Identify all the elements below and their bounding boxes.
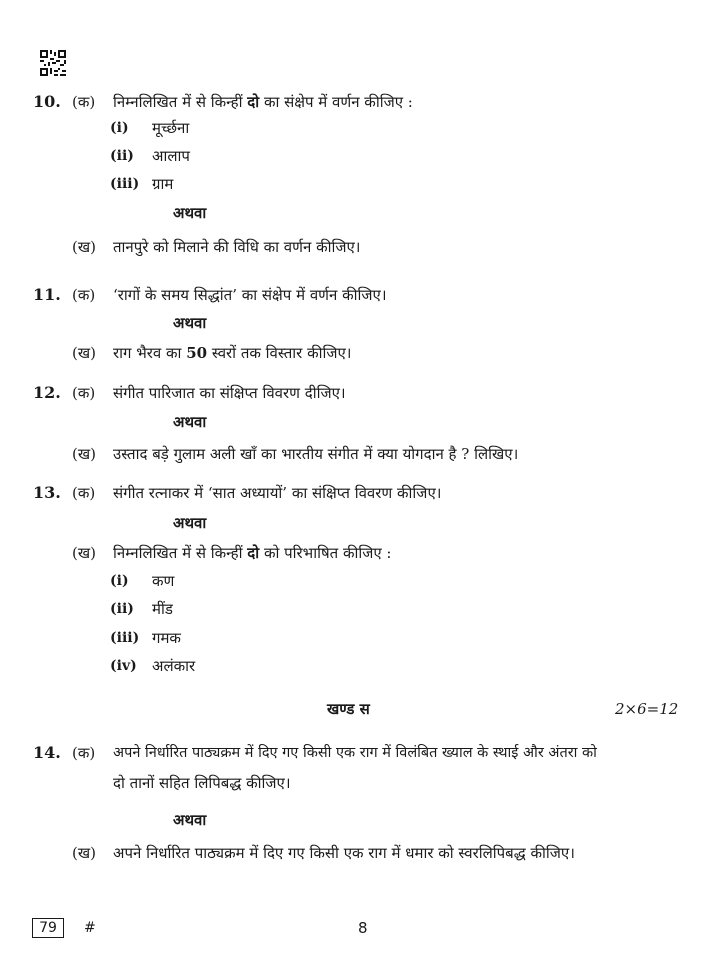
item-text: मींड xyxy=(152,600,173,618)
number-text: 50 xyxy=(186,344,208,362)
part-label: (क) xyxy=(72,93,96,111)
question-text xyxy=(113,543,392,563)
item-text: ग्राम xyxy=(152,175,174,193)
item-text: अलंकार xyxy=(152,657,196,675)
text-segment: को परिभाषित कीजिए : xyxy=(263,544,392,562)
part-label: (ख) xyxy=(72,844,96,862)
part-label: (ख) xyxy=(72,544,96,562)
qr-code-icon xyxy=(40,50,66,76)
part-label: (क) xyxy=(72,744,96,762)
part-label: (क) xyxy=(72,286,96,304)
item-label: (i) xyxy=(110,573,129,589)
page-number: 8 xyxy=(358,919,368,937)
question-text: संगीत पारिजात का संक्षिप्त विवरण दीजिए। xyxy=(113,384,346,402)
question-text xyxy=(113,92,413,112)
or-label: अथवा xyxy=(173,314,207,332)
section-title: खण्ड स xyxy=(327,700,370,718)
part-label: (ख) xyxy=(72,344,96,362)
or-label: अथवा xyxy=(173,514,207,532)
text-segment: का संक्षेप में वर्णन कीजिए : xyxy=(263,93,413,111)
item-label: (iv) xyxy=(110,658,137,674)
item-label: (iii) xyxy=(110,630,140,646)
question-text: संगीत रत्नाकर में ‘सात अध्यायों’ का संक्षिप्त विवरण कीजिए। xyxy=(113,484,442,502)
question-number: 12. xyxy=(33,383,61,402)
question-text: उस्ताद बड़े गुलाम अली खाँ का भारतीय संगीत में क्या योगदान है ? लिखिए। xyxy=(113,445,519,463)
or-label: अथवा xyxy=(173,811,207,829)
part-label: (क) xyxy=(72,484,96,502)
question-text: अपने निर्धारित पाठ्यक्रम में दिए गए किसी एक राग में विलंबित ख्याल के स्थाई और अंतरा को xyxy=(113,745,597,761)
question-number: 13. xyxy=(33,483,61,502)
question-text-continued: दो तानों सहित लिपिबद्ध कीजिए। xyxy=(113,774,291,792)
emphasis-text: दो xyxy=(247,544,260,562)
text-segment: राग भैरव का xyxy=(113,344,182,362)
item-label: (ii) xyxy=(110,601,134,617)
question-number: 10. xyxy=(33,92,61,111)
item-text: कण xyxy=(152,572,175,590)
item-label: (ii) xyxy=(110,148,134,164)
item-text: गमक xyxy=(152,629,181,647)
question-text: ‘रागों के समय सिद्धांत’ का संक्षेप में वर्णन कीजिए। xyxy=(113,286,387,304)
question-text: अपने निर्धारित पाठ्यक्रम में दिए गए किसी एक राग में धमार को स्वरलिपिबद्ध कीजिए। xyxy=(113,844,575,862)
question-text xyxy=(113,343,351,363)
question-text: तानपुरे को मिलाने की विधि का वर्णन कीजिए। xyxy=(113,238,361,256)
emphasis-text: दो xyxy=(247,93,260,111)
question-number: 14. xyxy=(33,743,61,762)
item-label: (i) xyxy=(110,120,129,136)
text-segment: स्वरों तक विस्तार कीजिए। xyxy=(211,344,352,362)
paper-code-box: 79 xyxy=(32,918,64,938)
or-label: अथवा xyxy=(173,413,207,431)
part-label: (ख) xyxy=(72,445,96,463)
text-segment: निम्नलिखित में से किन्हीं xyxy=(113,544,243,562)
item-text: आलाप xyxy=(152,147,190,165)
part-label: (ख) xyxy=(72,238,96,256)
item-label: (iii) xyxy=(110,176,140,192)
hash-mark: # xyxy=(84,920,96,936)
item-text: मूर्च्छना xyxy=(152,119,190,137)
section-marks: 2×6=12 xyxy=(615,700,679,718)
question-number: 11. xyxy=(33,285,61,304)
or-label: अथवा xyxy=(173,204,207,222)
text-segment: निम्नलिखित में से किन्हीं xyxy=(113,93,243,111)
part-label: (क) xyxy=(72,384,96,402)
